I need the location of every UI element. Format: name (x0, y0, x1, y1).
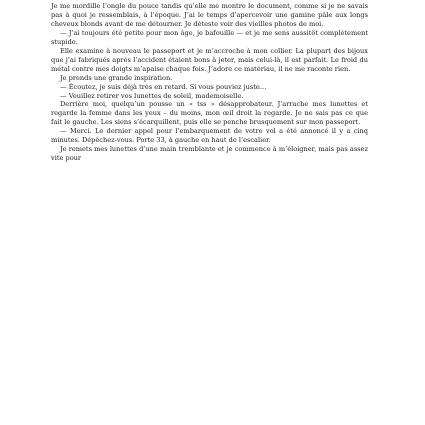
paragraph-7: Derrière moi, quelqu’un pousse un « tss » désapprobateur. J’arrache mes lunettes et regarde la femme dans les yeux – du moins, mon œil droit la regarde. Je ne sais pas ce que fait le gauche. Les siens s’écarquillent, puis elle se penche brusquement sur mon passeport. (51, 100, 368, 127)
paragraph-4: Je prends une grande inspiration. (60, 73, 173, 82)
paragraph-2: — J’ai toujours été petite pour mon âge, je bafouille — et je me sens aussitôt complètement stupide. (51, 28, 368, 46)
paragraph-1: Je me mordille l’ongle du pouce tandis qu’elle me montre le document, comme si je ne savais pas à quoi je ressemblais, à l’époque. J’ai le temps d’apercevoir une gamine pâle aux longs cheveux blonds avant de me détourner. Je déteste voir des vieilles photos de moi. (51, 2, 368, 28)
paragraph-8: — Merci. Le dernier appel pour l’embarquement de votre vol a été annoncé il y a cinq minutes. Dépêchez-vous. Porte 33, à gauche en haut de l’escalier. (51, 127, 368, 145)
paragraph-9: Je remets mes lunettes d’une main tremblante et je commence à m’éloigner, mais pas assez vite pour (51, 145, 368, 163)
paragraph-3: Elle examine à nouveau le passeport et je m’accroche à mon collier. La plupart des bijoux que j’ai fabriqués après l’accident étaient bons à jeter, mais celui-là, il est parfait. Le froid du métal contre mes doigts m’apaise chaque fois. J’adore ce matériau, il ne me raconte rien. (51, 46, 368, 73)
paragraph-5: — Écoutez, je suis déjà très en retard. Si vous pouviez juste… (60, 82, 267, 91)
paragraph-6: — Veuillez retirer vos lunettes de soleil, mademoiselle. (60, 91, 244, 100)
